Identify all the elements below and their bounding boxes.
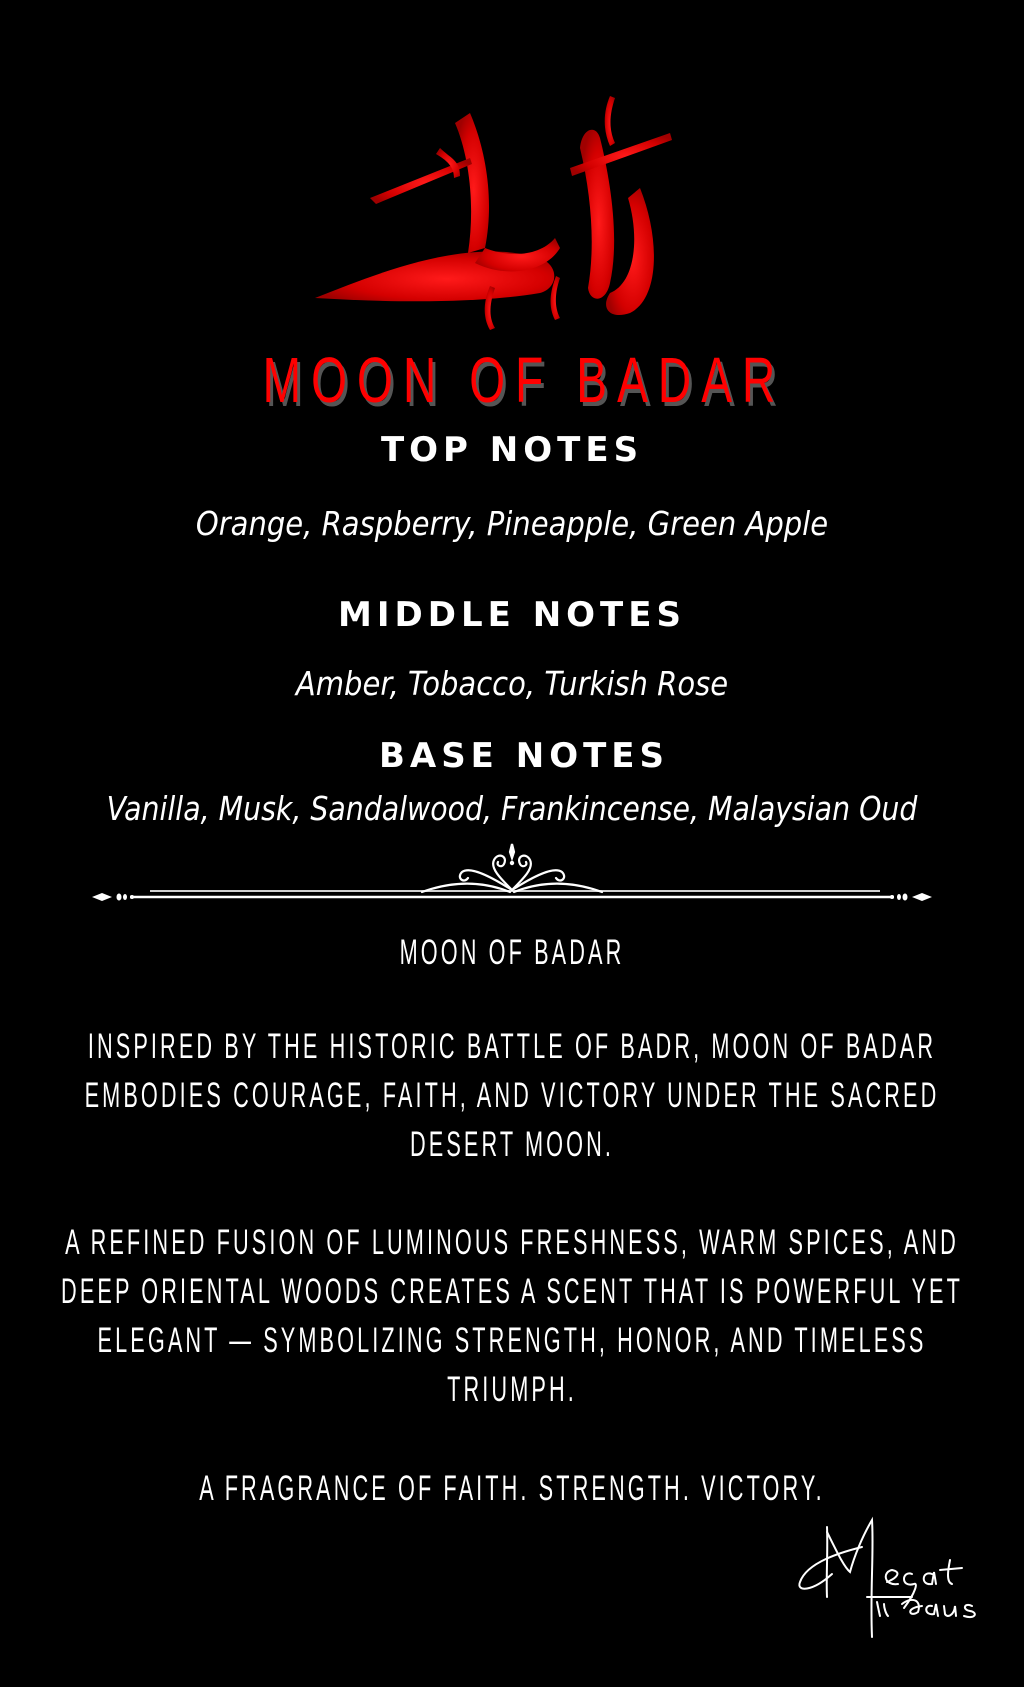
tagline: A FRAGRANCE OF FAITH. STRENGTH. VICTORY. [199, 1469, 825, 1508]
description-paragraph-1-line: DESERT MOON. [410, 1125, 614, 1164]
middle-notes-heading: MIDDLE NOTES [338, 595, 686, 635]
signature-icon [792, 1512, 1002, 1642]
ornamental-flourish-divider-icon [90, 838, 934, 906]
description-paragraph-2-line: TRIUMPH. [447, 1370, 577, 1409]
description-paragraph-1-line: INSPIRED BY THE HISTORIC BATTLE OF BADR, MOON OF BADAR [87, 1027, 937, 1066]
top-notes-heading: TOP NOTES [380, 430, 644, 470]
arabic-calligraphy-badr-icon [310, 88, 690, 338]
description-paragraph-2 [15, 1218, 1009, 1414]
description-paragraph-1-line: EMBODIES COURAGE, FAITH, AND VICTORY UNDER THE SACRED [84, 1076, 940, 1115]
description-paragraph-2-line: DEEP ORIENTAL WOODS CREATES A SCENT THAT IS POWERFUL YET [61, 1272, 963, 1311]
description-title: MOON OF BADAR [399, 933, 625, 972]
product-title: MOON OF BADAR [262, 344, 786, 416]
top-notes-list: Orange, Raspberry, Pineapple, Green Apple [195, 504, 829, 543]
base-notes-heading: BASE NOTES [378, 736, 670, 776]
description-paragraph-2-line: A REFINED FUSION OF LUMINOUS FRESHNESS, WARM SPICES, AND [65, 1223, 959, 1262]
middle-notes-list: Amber, Tobacco, Turkish Rose [295, 664, 729, 703]
base-notes-list: Vanilla, Musk, Sandalwood, Frankincense, Malaysian Oud [106, 789, 918, 828]
description-paragraph-1 [15, 1022, 1009, 1169]
description-paragraph-2-line: ELEGANT — SYMBOLIZING STRENGTH, HONOR, AND TIMELESS [97, 1321, 927, 1360]
